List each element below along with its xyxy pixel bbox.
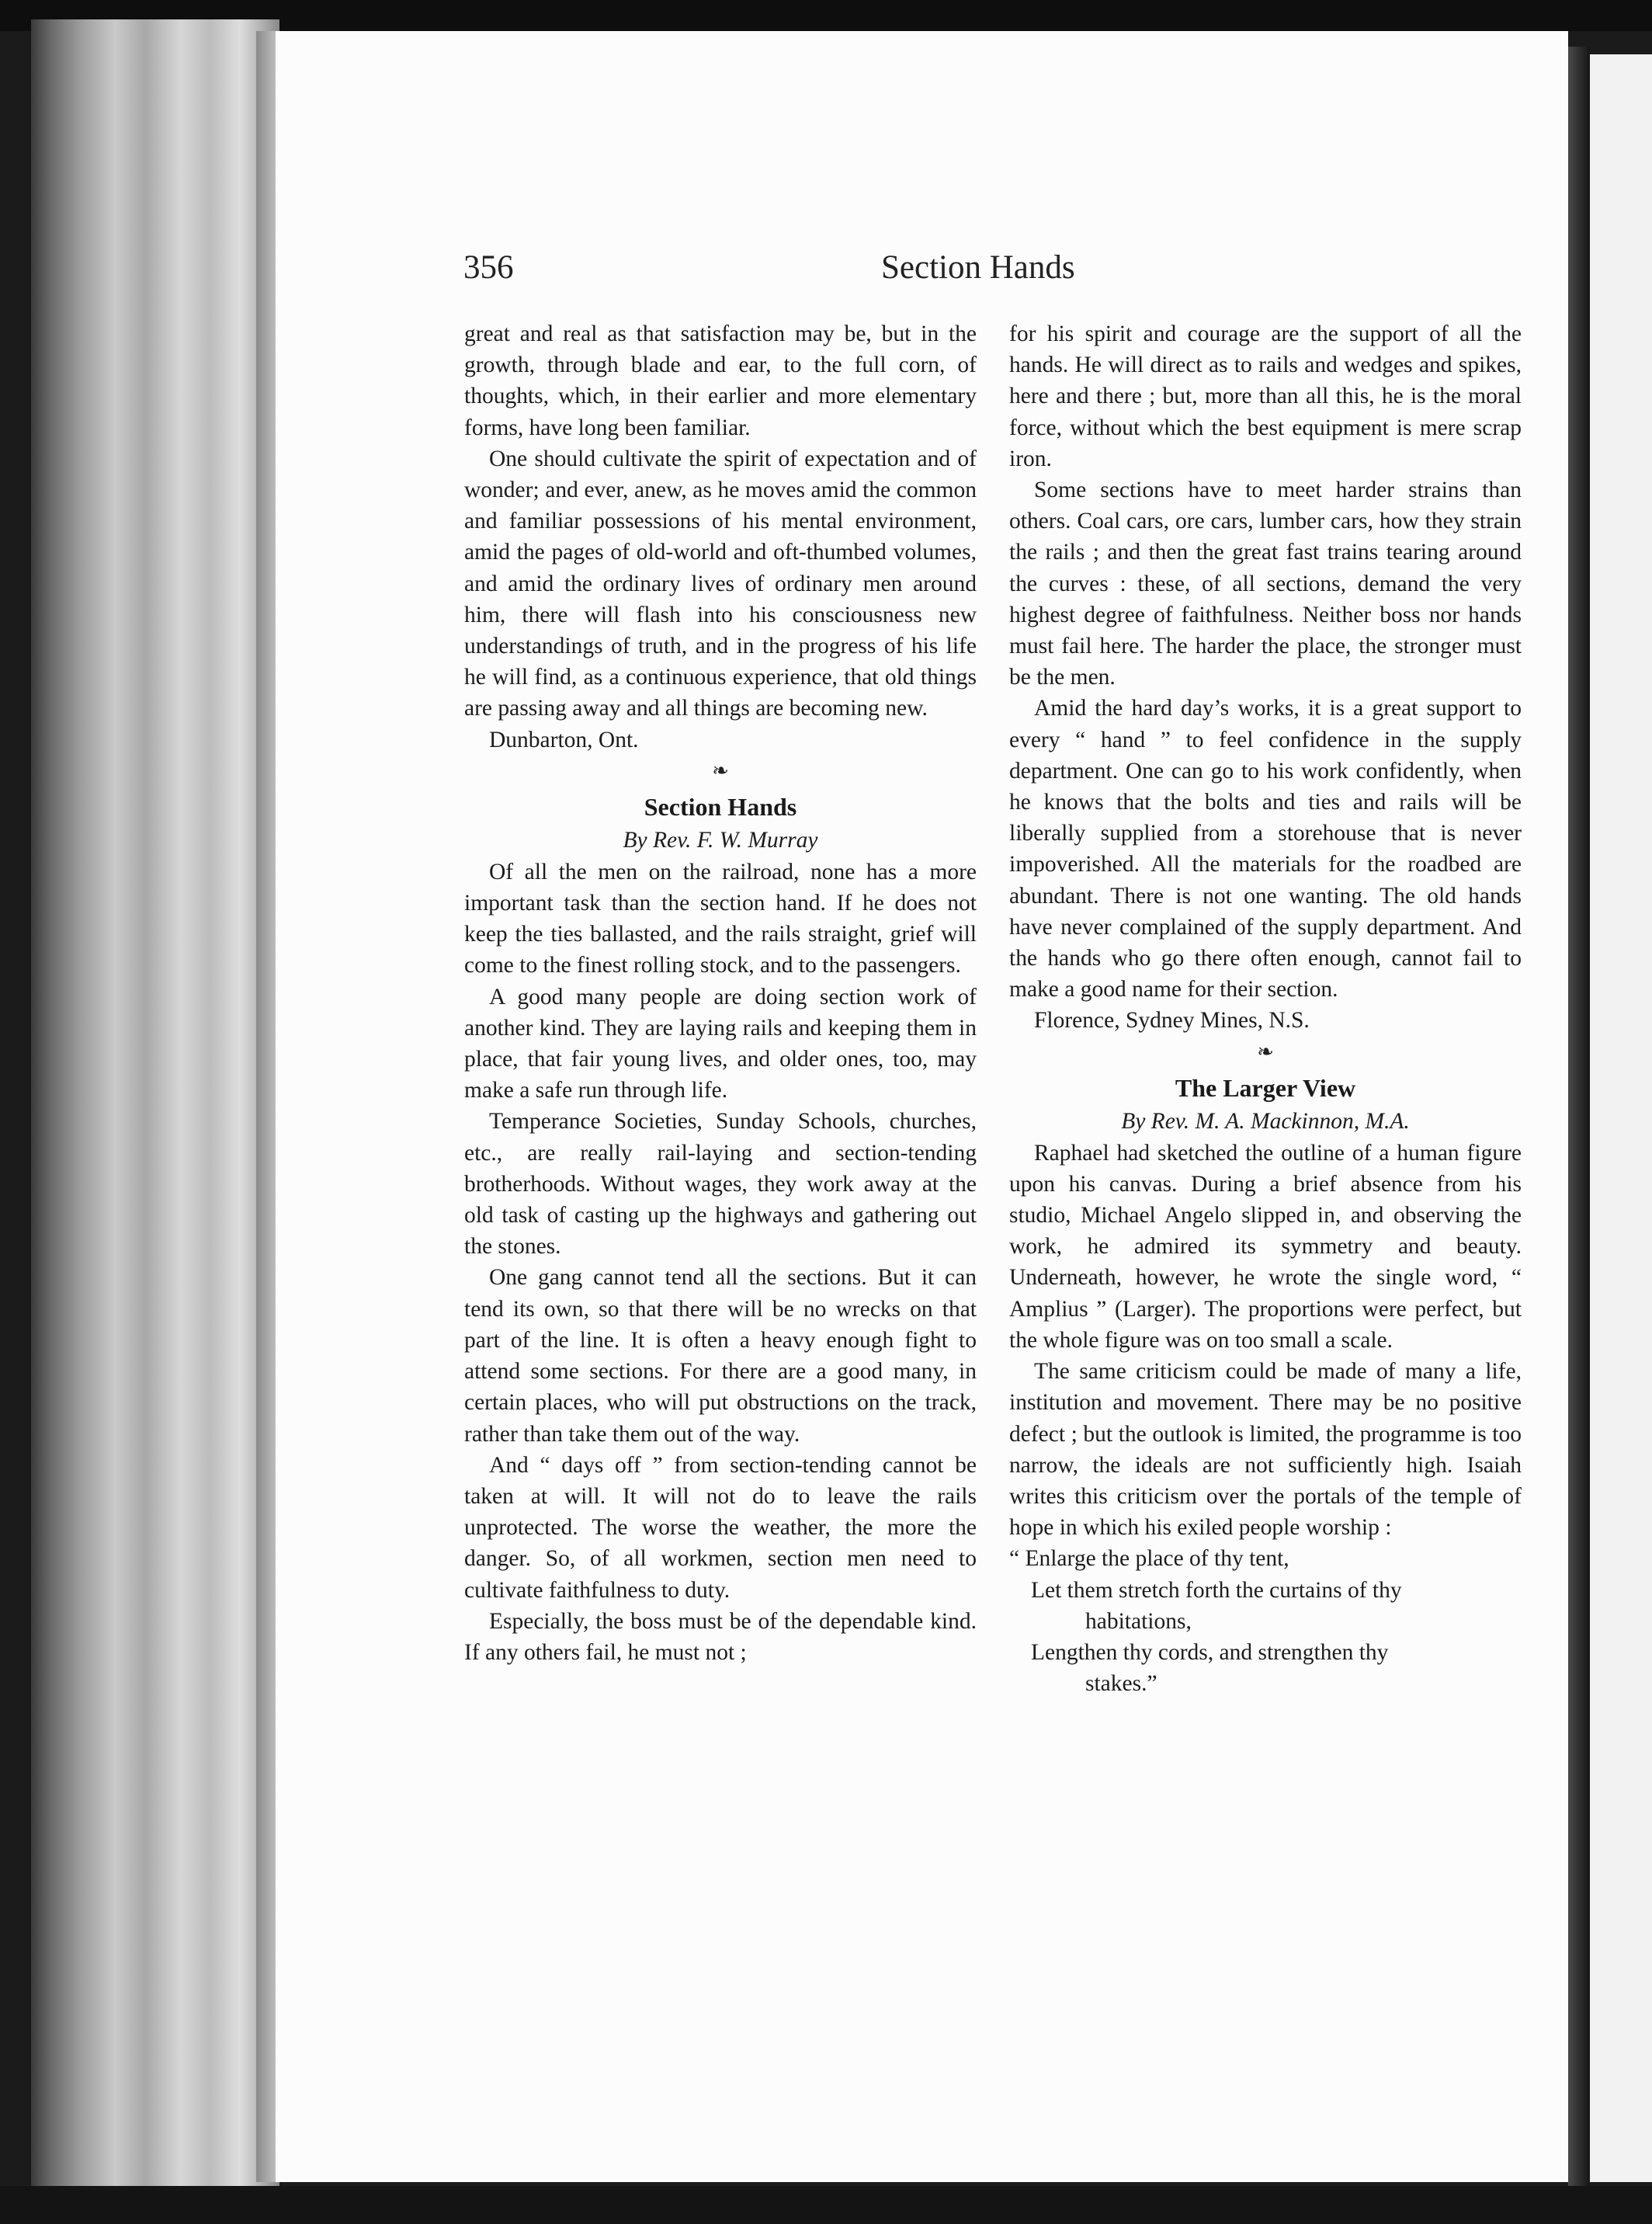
verse-line: stakes.” — [1085, 1671, 1157, 1697]
paragraph: Of all the men on the railroad, none has a more important task than the section hand. If he does not keep the ties ballasted, and the rails straight, grief will come to the finest rolling stock, and to the passengers. — [464, 859, 977, 978]
article-title: Section Hands — [644, 792, 797, 821]
binding-shadow — [1568, 47, 1590, 2190]
paragraph: Amid the hard day’s works, it is a great support to every “ hand ” to feel confidence in the supply department. One can go to his work confidently, when he knows that the bolts and ties and rails will be liberally supplied from a storehouse that is never impoverished. All the materials for the roadbed are abundant. There is not one wanting. The old hands have never complained of the supply department. And the hands who go there often enough, cannot fail to make a good name for their section. — [1009, 696, 1522, 1003]
paragraph: great and real as that satisfaction may be, but in the growth, through blade and ear, to the full corn, of thoughts, which, in their earlier and more elementary forms, have long been familiar. — [464, 321, 977, 440]
scan-bottom-edge — [0, 2186, 1652, 2224]
left-column — [464, 318, 977, 1668]
paragraph: And “ days off ” from section-tending cannot be taken at will. It will not do to leave the rails unprotected. The worse the weather, the more the danger. So, of all workmen, section men need to cultivate faithfulness to duty. — [464, 1452, 977, 1603]
verse-line: habitations, — [1085, 1608, 1192, 1634]
paragraph: Temperance Societies, Sunday Schools, churches, etc., are really rail-laying and section-tending brotherhoods. Without wages, they work away at the old task of casting up the highways and gathering out the stones. — [464, 1109, 977, 1260]
facing-page-edge — [1590, 54, 1652, 2182]
verse-line: Let them stretch forth the curtains of thy — [1031, 1577, 1402, 1603]
page-number: 356 — [463, 249, 514, 286]
article-byline: By Rev. F. W. Murray — [623, 827, 818, 853]
ornament-icon: ❧ — [712, 759, 729, 782]
running-head: Section Hands — [881, 249, 1075, 286]
article-byline: By Rev. M. A. Mackinnon, M.A. — [1121, 1108, 1410, 1134]
verse-line: Lengthen thy cords, and strengthen thy — [1031, 1639, 1389, 1665]
paragraph: The same criticism could be made of many a life, institution and movement. There may be no positive defect ; but the outlook is limited, the programme is too narrow, the ideals are not sufficiently high. Isaiah writes this criticism over the portals of the temple of hope in which his exiled people worship : — [1009, 1359, 1522, 1541]
paragraph: Raphael had sketched the outline of a human figure upon his canvas. During a brief absence from his studio, Michael Angelo slipped in, and observing the work, he admired its symmetry and beauty. Underneath, however, he wrote the single word, “ Amplius ” (Larger). The proportions were perfect, but the whole figure was on too small a scale. — [1009, 1140, 1522, 1353]
book-page-edges — [31, 19, 279, 2186]
paragraph: One gang cannot tend all the sections. But it can tend its own, so that there will be no wrecks on that part of the line. It is often a heavy enough fight to attend some sections. For there are a good many, in certain places, who will put obstructions on the track, rather than take them out of the way. — [464, 1265, 977, 1447]
paragraph: Some sections have to meet harder strains than others. Coal cars, ore cars, lumber cars, how they strain the rails ; and then the great fast trains tearing around the curves : these, of all sections, demand the very highest degree of faithfulness. Neither boss nor hands must fail here. The harder the place, the stronger must be the men. — [1009, 478, 1522, 690]
signoff: Florence, Sydney Mines, N.S. — [1034, 1008, 1310, 1034]
signoff: Dunbarton, Ont. — [489, 727, 639, 752]
paragraph: for his spirit and courage are the support of all the hands. He will direct as to rails and wedges and spikes, here and there ; but, more than all this, he is the moral force, without which the best equipment is mere scrap iron. — [1009, 321, 1522, 471]
paragraph: A good many people are doing section work of another kind. They are laying rails and keeping them in place, that fair young lives, and older ones, too, may make a safe run through life. — [464, 984, 977, 1103]
right-column — [1009, 318, 1522, 1699]
verse-line: “ Enlarge the place of thy tent, — [1009, 1546, 1289, 1572]
paragraph: One should cultivate the spirit of expectation and of wonder; and ever, anew, as he moves amid the common and familiar possessions of his mental environment, amid the pages of old-world and oft-thumbed volumes, and amid the ordinary lives of ordinary men around him, there will flash into his consciousness new understandings of truth, and in the progress of his life he will find, as a continuous experience, that old things are passing away and all things are becoming new. — [464, 446, 977, 721]
paragraph: Especially, the boss must be of the dependable kind. If any others fail, he must not ; — [464, 1608, 977, 1665]
article-title: The Larger View — [1175, 1073, 1356, 1102]
ornament-icon: ❧ — [1257, 1040, 1274, 1063]
